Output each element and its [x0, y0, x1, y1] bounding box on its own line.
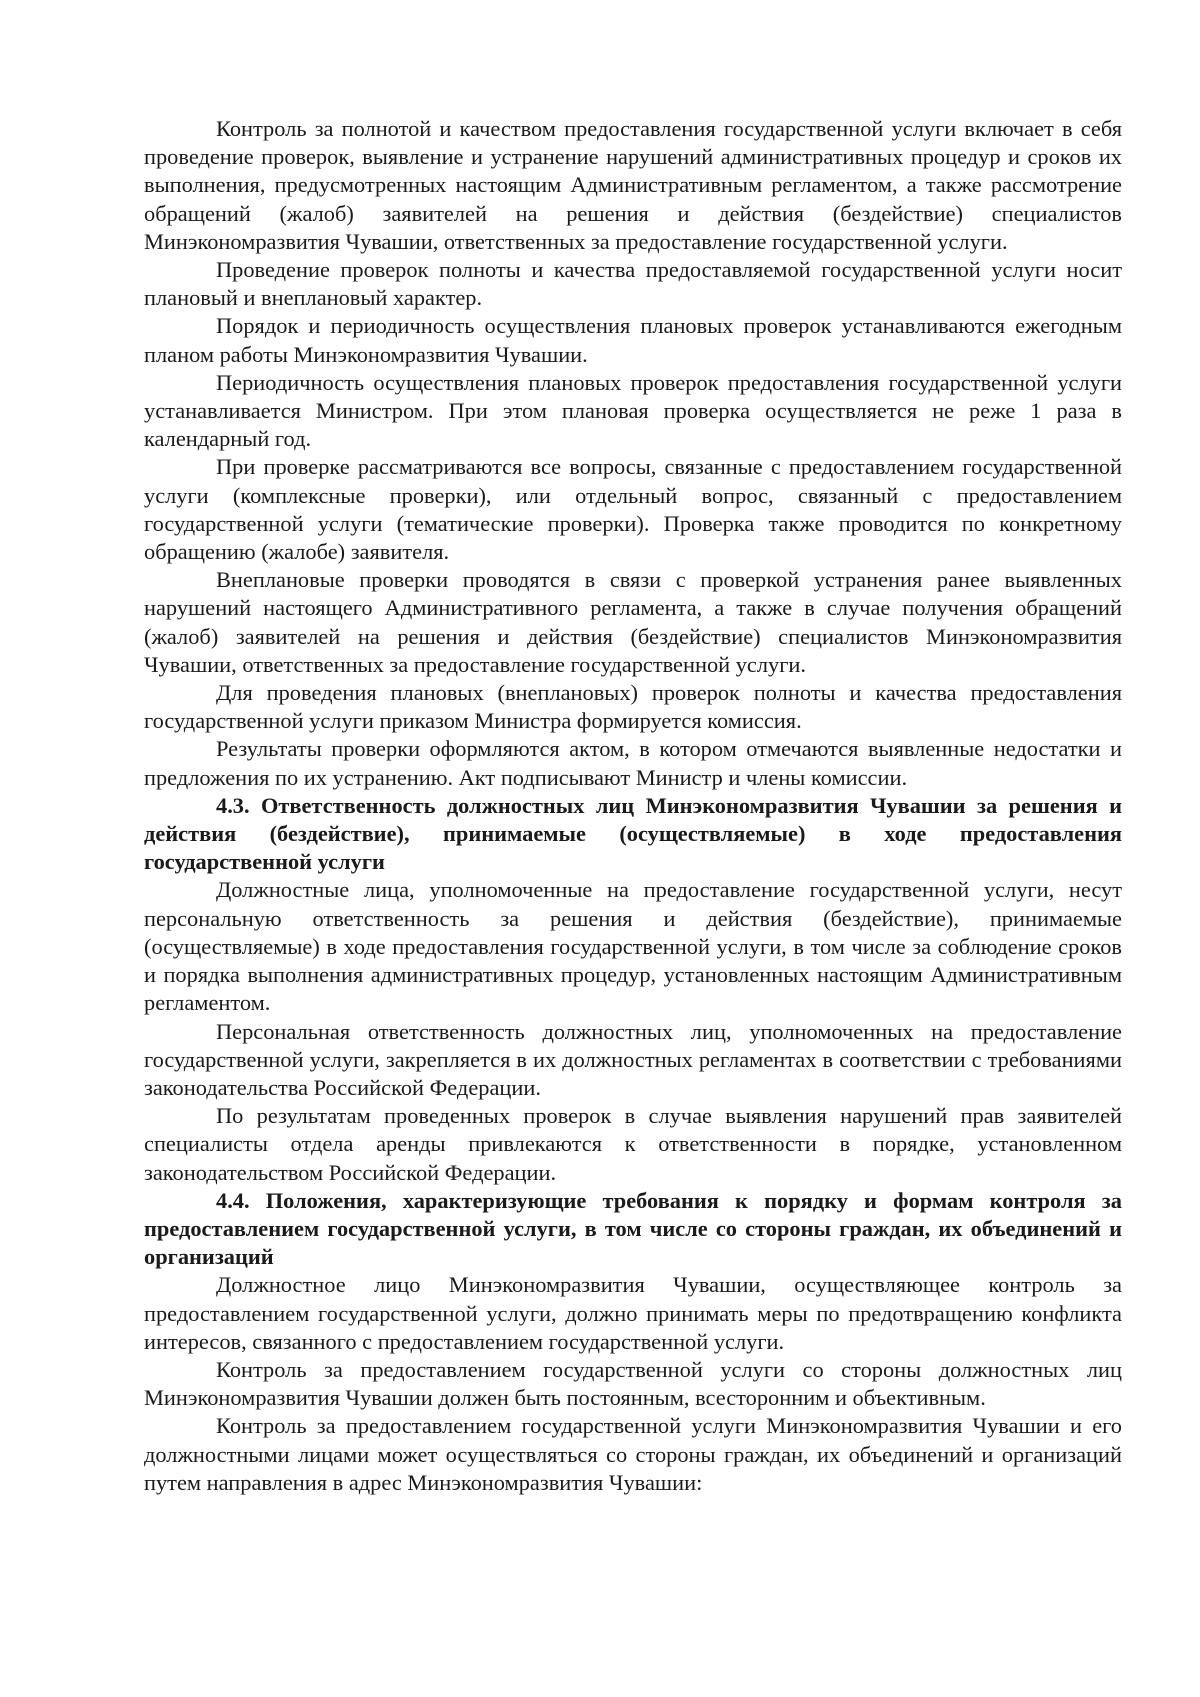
paragraph: Порядок и периодичность осуществления плановых проверок устанавливаются ежегодным планом работы Минэкономразвития Чувашии. — [144, 313, 1122, 367]
paragraph: При проверке рассматриваются все вопросы, связанные с предоставлением государственной услуги (комплексные проверки), или отдельный вопрос, связанный с предоставлением государственной услуги (тематические проверки). Проверка также проводится по конкретному обращению (жалобе) заявителя. — [144, 454, 1122, 565]
paragraph: Персональная ответственность должностных лиц, уполномоченных на предоставление государственной услуги, закрепляется в их должностных регламентах в соответствии с требованиями законодательства Российской Федерации. — [144, 1018, 1122, 1100]
paragraph: По результатам проведенных проверок в случае выявления нарушений прав заявителей специалисты отдела аренды привлекаются к ответственности в порядке, установленном законодательством Российской Федерации. — [144, 1103, 1122, 1185]
paragraph: Периодичность осуществления плановых проверок предоставления государственной услуги устанавливается Министром. При этом плановая проверка осуществляется не реже 1 раза в календарный год. — [144, 369, 1122, 452]
paragraph: Проведение проверок полноты и качества предоставляемой государственной услуги носит плановый и внеплановый характер. — [144, 257, 1122, 311]
paragraph: Внеплановые проверки проводятся в связи с проверкой устранения ранее выявленных нарушений настоящего Административного регламента, а также в случае получения обращений (жалоб) заявителей на решения и действия (бездействие) специалистов Минэкономразвития Чувашии, ответственных за предоставление государственной услуги. — [144, 567, 1122, 677]
section-heading-4-3: 4.3. Ответственность должностных лиц Минэкономразвития Чувашии за решения и действия (бездействие), принимаемые (осуществляемые) в ходе предоставления государственной услуги — [144, 792, 1122, 875]
paragraph: Должностное лицо Минэкономразвития Чувашии, осуществляющее контроль за предоставлением государственной услуги, должно принимать меры по предотвращению конфликта интересов, связанного с предоставлением государственной услуги. — [144, 1272, 1122, 1354]
paragraph: Для проведения плановых (внеплановых) проверок полноты и качества предоставления государственной услуги приказом Министра формируется комиссия. — [144, 680, 1122, 734]
paragraph: Контроль за предоставлением государственной услуги со стороны должностных лиц Минэкономразвития Чувашии должен быть постоянным, всесторонним и объективным. — [144, 1356, 1122, 1411]
section-heading-4-4: 4.4. Положения, характеризующие требования к порядку и формам контроля за предоставлением государственной услуги, в том числе со стороны граждан, их объединений и организаций — [144, 1187, 1122, 1270]
paragraph: Контроль за полнотой и качеством предоставления государственной услуги включает в себя проведение проверок, выявление и устранение нарушений административных процедур и сроков их выполнения, предусмотренных настоящим Административным регламентом, а также рассмотрение обращений (жалоб) заявителей на решения и действия (бездействие) специалистов Минэкономразвития Чувашии, ответственных за предоставление государственной услуги. — [144, 116, 1122, 254]
paragraph: Должностные лица, уполномоченные на предоставление государственной услуги, несут персональную ответственность за решения и действия (бездействие), принимаемые (осуществляемые) в ходе предоставления государственной услуги, в том числе за соблюдение сроков и порядка выполнения административных процедур, установленных настоящим Административным регламентом. — [144, 877, 1122, 1016]
paragraph: Результаты проверки оформляются актом, в котором отмечаются выявленные недостатки и предложения по их устранению. Акт подписывают Министр и члены комиссии. — [144, 736, 1122, 790]
document-page — [144, 115, 1122, 1497]
paragraph: Контроль за предоставлением государственной услуги Минэкономразвития Чувашии и его должностными лицами может осуществляться со стороны граждан, их объединений и организаций путем направления в адрес Минэкономразвития Чувашии: — [144, 1413, 1122, 1495]
